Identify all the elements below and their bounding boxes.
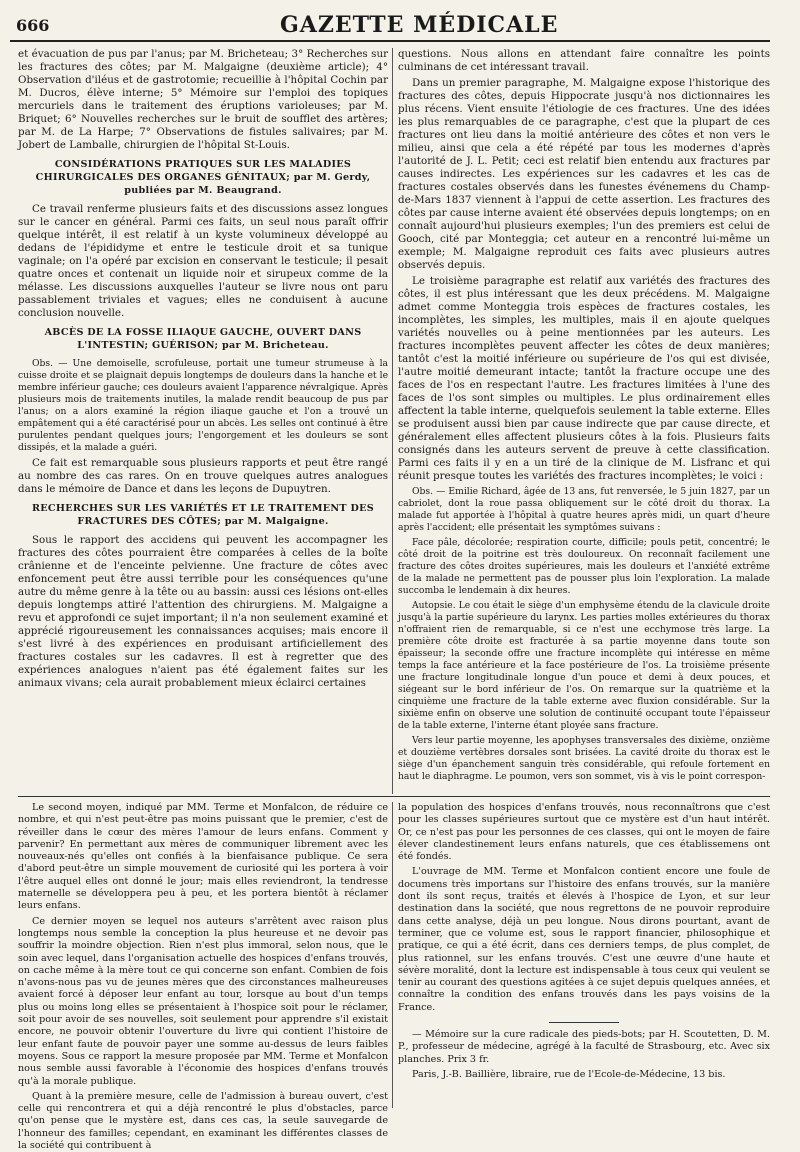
second-moyen-paragraph: Le second moyen, indiqué par MM. Terme et Monfalcon, de réduire ce nombre, et qui n'est peut-être pas moins puissant que le premier, c'est de réveiller dans le cœur des mères l'amour de leurs enfans. Comment y parvenir? En permettant aux mères de communiquer librement avec les nouveaux-nés qu'elles ont confiés à la bienfaisance publique. Ce sera d'abord peut-être un simple mouvement de curiosité qui les portera à voir l'être auquel elles ont donné le jour; mais elles reviendront, la tendresse maternelle se développera peu à peu, et les portera bientôt à réclamer leurs enfans.	[18, 802, 388, 912]
ouvrage-paragraph: L'ouvrage de MM. Terme et Monfalcon contient encore une foule de documens très importans sur l'histoire des enfans trouvés, sur la manière dont ils sont reçus, traités et élevés à l'hospice de Lyon, et sur leur destination dans la société, que nous regrettons de ne pouvoir reproduire dans cette analyse, déjà un peu longue. Nous dirons pourtant, avant de terminer, que ce volume est, sous le rapport financier, philosophique et pratique, ce qui a été écrit, dans ces derniers temps, de plus complet, de plus rationnel, sur les enfans trouvés. C'est une œuvre d'une haute et sévère moralité, dont la lecture est indispensable à tous ceux qui veulent se tenir au courant des questions agitées à ce sujet depuis quelques années, et connaître la condition des enfans trouvés dans les pays voisins de la France.	[398, 866, 770, 1013]
questions-paragraph: questions. Nous allons en attendant faire connaître les points culminans de cet intéressant travail.	[398, 48, 770, 73]
observation-richard: Obs. — Emilie Richard, âgée de 13 ans, fut renversée, le 5 juin 1827, par un cabriolet, dont la roue passa obliquement sur le côté droit du thorax. La malade fut apportée à l'hôpital à quatre heures après midi, un quart d'heure après l'accident; elle présentait les symptômes suivans :	[398, 486, 770, 533]
short-rule	[549, 1022, 619, 1023]
symptoms-paragraph: Face pâle, décolorée; respiration courte, difficile; pouls petit, concentré; le côté droit de la poitrine est très douloureux. On reconnaît facilement une fracture des côtes droites supérieures, mais les douleurs et l'anxiété extrême de la malade ne permettent pas de pousser plus loin l'exploration. La malade succomba le lendemain à dix heures.	[398, 537, 770, 596]
column-separator-top	[392, 48, 393, 794]
publisher-line: Paris, J.-B. Baillière, libraire, rue de l'Ecole-de-Médecine, 13 bis.	[412, 1068, 726, 1080]
journal-title: GAZETTE MÉDICALE	[280, 12, 559, 38]
varietes-paragraph: Le troisième paragraphe est relatif aux variétés des fractures des côtes, il est plus intéressant que les deux précédens. M. Malgaigne admet comme Monteggia trois espèces de fractures costales, les incomplètes, les simples, les multiples, mais il en ajoute quelques variétés nouvelles ou à peine mentionnées par les auteurs. Les fractures incomplètes peuvent affecter les côtes de deux manières; tantôt c'est la moitié inférieure ou supérieure de l'os qui est divisée, l'autre moitié demeurant intacte; tantôt la fracture occupe une des faces de l'os en respectant l'autre. Les fractures limitées à l'une des faces de l'os sont simples ou multiples. Le plus ordinairement elles affectent la table interne, quelquefois seulement la table externe. Elles se produisent aussi bien par cause indirecte que par cause directe, et généralement elles affectent plusieurs côtes à la fois. Plusieurs faits consignés dans les auteurs servent de preuve à cette classification. Parmi ces faits il y en a un tiré de la clinique de M. Lisfranc et qui réunit presque toutes les variétés des fractures incomplètes; le voici :	[398, 275, 770, 482]
dernier-moyen-paragraph: Ce dernier moyen se lequel nos auteurs s'arrêtent avec raison plus longtemps nous semble la conception la plus heureuse et ne devoir pas souffrir la moindre objection. Rien n'est plus immoral, selon nous, que le soin avec lequel, dans l'organisation actuelle des hospices d'enfans trouvés, on cache même à la mère tout ce qui concerne son enfant. Combien de fois n'avons-nous pas vu de jeunes mères que des circonstances malheureuses avaient forcé à déposer leur enfant au tour, lorsque au bout d'un temps plus ou moins long elles se présentaient à l'hospice soit pour le réclamer, soit pour avoir de ses nouvelles, soit seulement pour apprendre s'il existait encore, ne pouvoir obtenir l'ouverture du livre qui contient l'histoire de leur enfant faute de pouvoir payer une somme au-dessus de leurs faibles moyens. Sous ce rapport la mesure proposée par MM. Terme et Monfalcon nous semble aussi favorable à l'économie des hospices d'enfans trouvés qu'à la morale publique.	[18, 915, 389, 1087]
gerdy-paragraph: Ce travail renferme plusieurs faits et des discussions assez longues sur le cancer en général. Parmi ces faits, un seul nous paraît offrir quelque intérêt, il est relatif à un kyste volumineux développé au dedans de l'épididyme et entre le testicule droit et sa tunique vaginale; on l'a opéré par excision en conservant le testicule; il pesait quatre onces et contenait un liquide noir et sirupeux comme de la mélasse. Les discussions auxquelles l'auteur se livre nous ont paru passablement triviales et vagues; elles ne conduisent à aucune conclusion nouvelle.	[18, 203, 388, 319]
header-rule	[10, 40, 770, 42]
right-column-bottom	[398, 802, 770, 1108]
page-header	[10, 12, 770, 42]
section-heading-abces: ABCÈS DE LA FOSSE ILIAQUE GAUCHE, OUVERT DANS L'INTESTIN; GUÉRISON; par M. Bricheteau.	[44, 327, 362, 351]
observation-abces: Obs. — Une demoiselle, scrofuleuse, portait une tumeur strumeuse à la cuisse droite et se plaignait depuis longtemps de douleurs dans la hanche et le membre inférieur gauche; ces douleurs avaient l'apparence névralgique. Après plusieurs mois de traitements inutiles, la malade rendit beaucoup de pus par l'anus; on a alors examiné la région iliaque gauche et l'on a trouvé un empâtement qui a été caractérisé pour un abcès. Les selles ont continué à être purulentes pendant quelques jours; l'engorgement et les douleurs se sont dissipés, et la malade a guéri.	[18, 358, 388, 453]
premiere-mesure-paragraph: Quant à la première mesure, celle de l'admission à bureau ouvert, c'est celle qui rencontrera et qui a déjà rencontré le plus d'obstacles, parce qu'on pense que le mystère est, dans ces cas, la seule sauvegarde de l'honneur des familles; cependant, en examinant les différentes classes de la société qui contribuent à	[18, 1090, 388, 1152]
column-separator-bottom	[392, 802, 393, 1108]
population-paragraph: la population des hospices d'enfans trouvés, nous reconnaîtrons que c'est pour les classes supérieures surtout que ce mystère est d'un haut intérêt. Or, ce n'est pas pour les personnes de ces classes, qui ont le moyen de faire élever clandestinement leurs enfans naturels, que ces établissemens ont été fondés.	[398, 802, 770, 863]
intro-paragraph: et évacuation de pus par l'anus; par M. Bricheteau; 3° Recherches sur les fractures des côtes; par M. Malgaigne (deuxième article); 4° Observation d'iléus et de gastrotomie; recueillie à l'hôpital Cochin par M. Ducros, élève interne; 5° Mémoire sur l'emploi des topiques mercuriels dans le traitement des éruptions varioleuses; par M. Briquet; 6° Nouvelles recherches sur le bruit de soufflet des artères; par M. de La Harpe; 7° Observations de fistules salivaires; par M. Jobert de Lamballe, chirurgien de l'hôpital St-Louis.	[18, 48, 388, 151]
historique-paragraph: Dans un premier paragraphe, M. Malgaigne expose l'historique des fractures des côtes, depuis Hippocrate jusqu'à nos dictionnaires les plus récens. Vient ensuite l'étiologie de ces fractures. Une des idées les plus remarquables de ce paragraphe, c'est que la plupart de ces fractures ont lieu dans la moitié antérieure des côtes et non vers le milieu, ainsi que cela a été répété par tous les modernes d'après l'autorité de J. L. Petit; ceci est relatif bien entendu aux fractures par causes indirectes. Les expériences sur les cadavres et les cas de fractures costales observés dans les funestes événemens du Champ-de-Mars 1837 viennent à l'appui de cette assertion. Les fractures des côtes par cause interne avaient été observées depuis longtemps; on en connaît aujourd'hui plusieurs exemples; l'un des premiers est celui de Gooch, cité par Monteggia; cet auteur en a rencontré lui-même un exemple; M. Malgaigne reproduit ces faits avec plusieurs autres observés depuis.	[398, 77, 770, 271]
abces-remark-paragraph: Ce fait est remarquable sous plusieurs rapports et peut être rangé au nombre des cas rares. On en trouve quelques autres analogues dans le mémoire de Dance et dans les leçons de Dupuytren.	[18, 457, 388, 495]
feuilleton-rule	[18, 796, 770, 797]
left-column-top	[18, 48, 388, 794]
memoire-notice: — Mémoire sur la cure radicale des pieds-bots; par H. Scoutetten, D. M. P., professeur de médecine, agrégé à la faculté de Strasbourg, etc. Avec six planches. Prix 3 fr.	[398, 1029, 770, 1065]
section-heading-fractures: RECHERCHES SUR LES VARIÉTÉS ET LE TRAITEMENT DES FRACTURES DES CÔTES; par M. Malgaigne.	[32, 503, 374, 527]
left-column-bottom	[18, 802, 389, 1152]
right-column-top	[398, 48, 770, 794]
section-heading-gerdy: CONSIDÉRATIONS PRATIQUES SUR LES MALADIES CHIRURGICALES DES ORGANES GÉNITAUX; par M. Gerdy, publiées par M. Beaugrand.	[35, 159, 371, 196]
vertebres-paragraph: Vers leur partie moyenne, les apophyses transversales des dixième, onzième et douzième vertèbres dorsales sont brisées. La cavité droite du thorax est le siège d'un épanchement sanguin très considérable, qui refoule fortement en haut le diaphragme. Le poumon, vers son sommet, vis à vis le point correspon-	[398, 735, 770, 782]
page-number: 666	[16, 16, 50, 35]
fractures-paragraph: Sous le rapport des accidens qui peuvent les accompagner les fractures des côtes pourraient être comparées à celles de la boîte crânienne et de l'enceinte pelvienne. Une fracture de côtes avec enfoncement peut être aussi terrible pour les conséquences qu'une autre du même genre à la tête ou au bassin: aussi ces lésions ont-elles depuis longtemps attiré l'attention des chirurgiens. M. Malgaigne a revu et approfondi ce sujet important; il n'a non seulement examiné et apprécié rigoureusement les connaissances acquises; mais encore il s'est livré à des expériences en produisant artificiellement des fractures costales sur les cadavres. Il est à regretter que des expériences analogues n'aient pas été également faites sur les animaux vivans; cela aurait probablement mieux éclairci certaines	[18, 534, 388, 689]
autopsie-paragraph: Autopsie. Le cou était le siège d'un emphysème étendu de la clavicule droite jusqu'à la partie supérieure du larynx. Les parties molles extérieures du thorax n'offraient rien de remarquable, si ce n'est une ecchymose très large. La première côte droite est fracturée à sa partie moyenne dans toute son épaisseur; la seconde offre une fracture incomplète qui intéresse en même temps la face antérieure et la face postérieure de l'os. La troisième présente une fracture longitudinale longue d'un pouce et demi à deux pouces, et siégeant sur le bord inférieur de l'os. On remarque sur la quatrième et la cinquième une fracture de la table externe avec fluxion considérable. Sur la sixième enfin on observe une solution de continuité occupant toute l'épaisseur de la table externe, l'interne étant ployée sans fracture.	[398, 600, 770, 731]
